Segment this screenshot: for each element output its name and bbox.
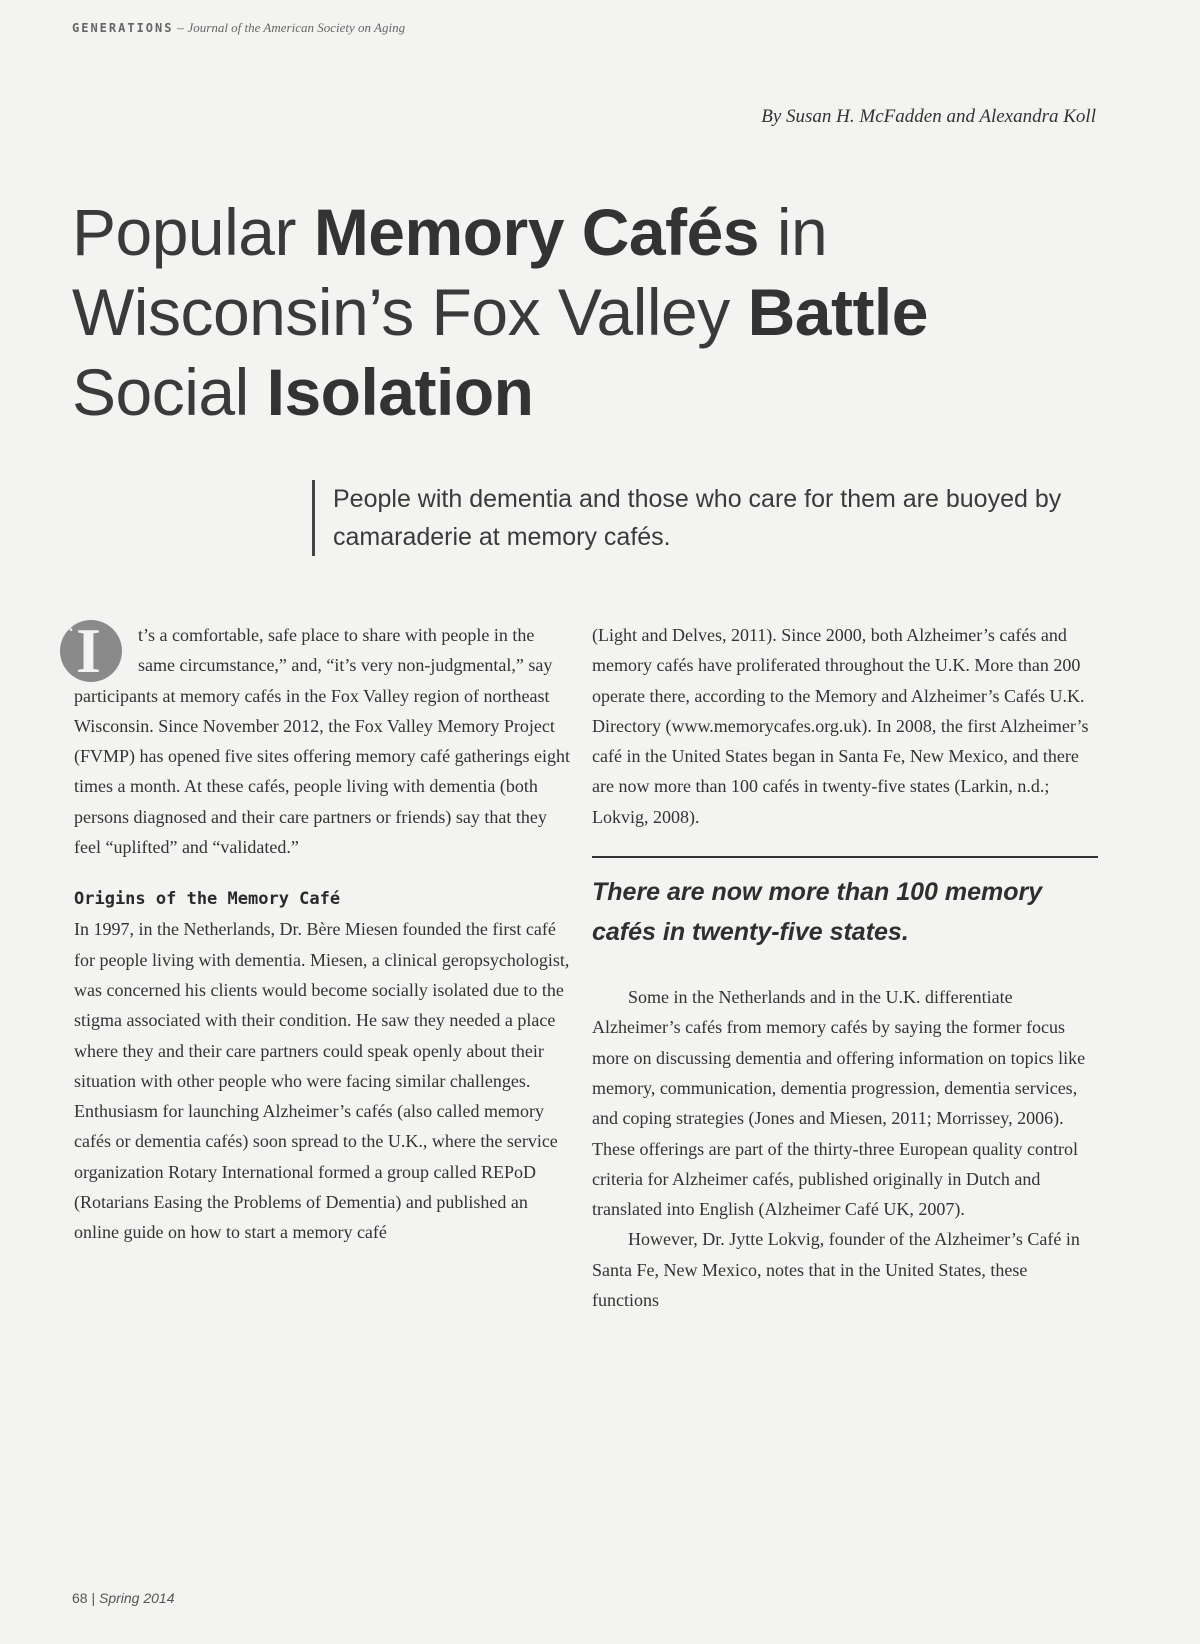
page-folio <box>72 1590 175 1606</box>
title-line1-a: Popular <box>72 195 314 269</box>
intro-text: t’s a comfortable, safe place to share with people in the same circumstance,” and, “it’s very non-judgmental,” say participants at memory cafés in the Fox Valley region of northeast Wisconsin. Since November 2012, the Fox Valley Memory Project (FVMP) has opened five sites offering memory café gatherings eight times a month. At these cafés, people living with dementia (both persons diagnosed and their care partners or friends) say that they feel “uplifted” and “validated.” <box>74 625 571 858</box>
title-line3-bold: Isolation <box>266 355 534 429</box>
title-line2-bold: Battle <box>747 275 928 349</box>
section-subhead: Origins of the Memory Café <box>74 889 341 910</box>
pull-quote: There are now more than 100 memory cafés in twenty-five states. <box>592 856 1098 952</box>
right-paragraph-2: Some in the Netherlands and in the U.K. differentiate Alzheimer’s cafés from memory cafés by saying the former focus more on discussing dementia and offering information on topics like memory, communication, dementia progression, dementia services, and coping strategies (Jones and Miesen, 2011; Morrissey, 2006). These offerings are part of the thirty-three European quality control criteria for Alzheimer cafés, published originally in Dutch and translated into English (Alzheimer Café UK, 2007). <box>592 987 1086 1220</box>
article-deck: People with dementia and those who care for them are buoyed by camaraderie at memory cafés. <box>312 480 1113 556</box>
right-column <box>592 620 1098 1315</box>
intro-paragraph <box>64 615 572 862</box>
folio-separator: | <box>91 1590 96 1606</box>
drop-cap-letter: I <box>76 615 101 686</box>
journal-name: GENERATIONS <box>72 21 174 35</box>
right-paragraph-1: (Light and Delves, 2011). Since 2000, both Alzheimer’s cafés and memory cafés have proliferated throughout the U.K. More than 200 operate there, according to the Memory and Alzheimer’s Cafés U.K. Directory (www.memorycafes.org.uk). In 2008, the first Alzheimer’s café in the United States began in Santa Fe, New Mexico, and there are now more than 100 cafés in twenty-five states (Larkin, n.d.; Lokvig, 2008). <box>592 625 1089 827</box>
running-head-separator: – <box>176 21 184 36</box>
page-number: 68 <box>72 1590 88 1606</box>
drop-cap <box>64 615 138 686</box>
left-column <box>64 615 572 1248</box>
title-line2: Wisconsin’s Fox Valley <box>72 275 748 349</box>
issue-label: Spring 2014 <box>99 1590 175 1606</box>
drop-cap-quote: “ <box>64 620 74 645</box>
origins-paragraph: In 1997, in the Netherlands, Dr. Bère Miesen founded the first café for people living with dementia. Miesen, a clinical geropsychologist, was concerned his clients would become socially isolated due to the stigma associated with their condition. He saw they needed a place where they and their care partners could speak openly about their situation with other people who were facing similar challenges. Enthusiasm for launching Alzheimer’s cafés (also called memory cafés or dementia cafés) soon spread to the U.K., where the service organization Rotary International formed a group called REPoD (Rotarians Easing the Problems of Dementia) and published an online guide on how to start a memory café <box>74 919 570 1243</box>
title-line3: Social <box>72 355 267 429</box>
right-paragraph-3: However, Dr. Jytte Lokvig, founder of the Alzheimer’s Café in Santa Fe, New Mexico, notes that in the United States, these functions <box>592 1229 1080 1311</box>
title-line1-b: in <box>759 195 828 269</box>
byline: By Susan H. McFadden and Alexandra Koll <box>761 106 1096 127</box>
title-line1-bold: Memory Cafés <box>313 195 759 269</box>
journal-subtitle: Journal of the American Society on Aging <box>187 20 406 35</box>
running-head <box>72 20 405 37</box>
article-title <box>72 192 1152 432</box>
